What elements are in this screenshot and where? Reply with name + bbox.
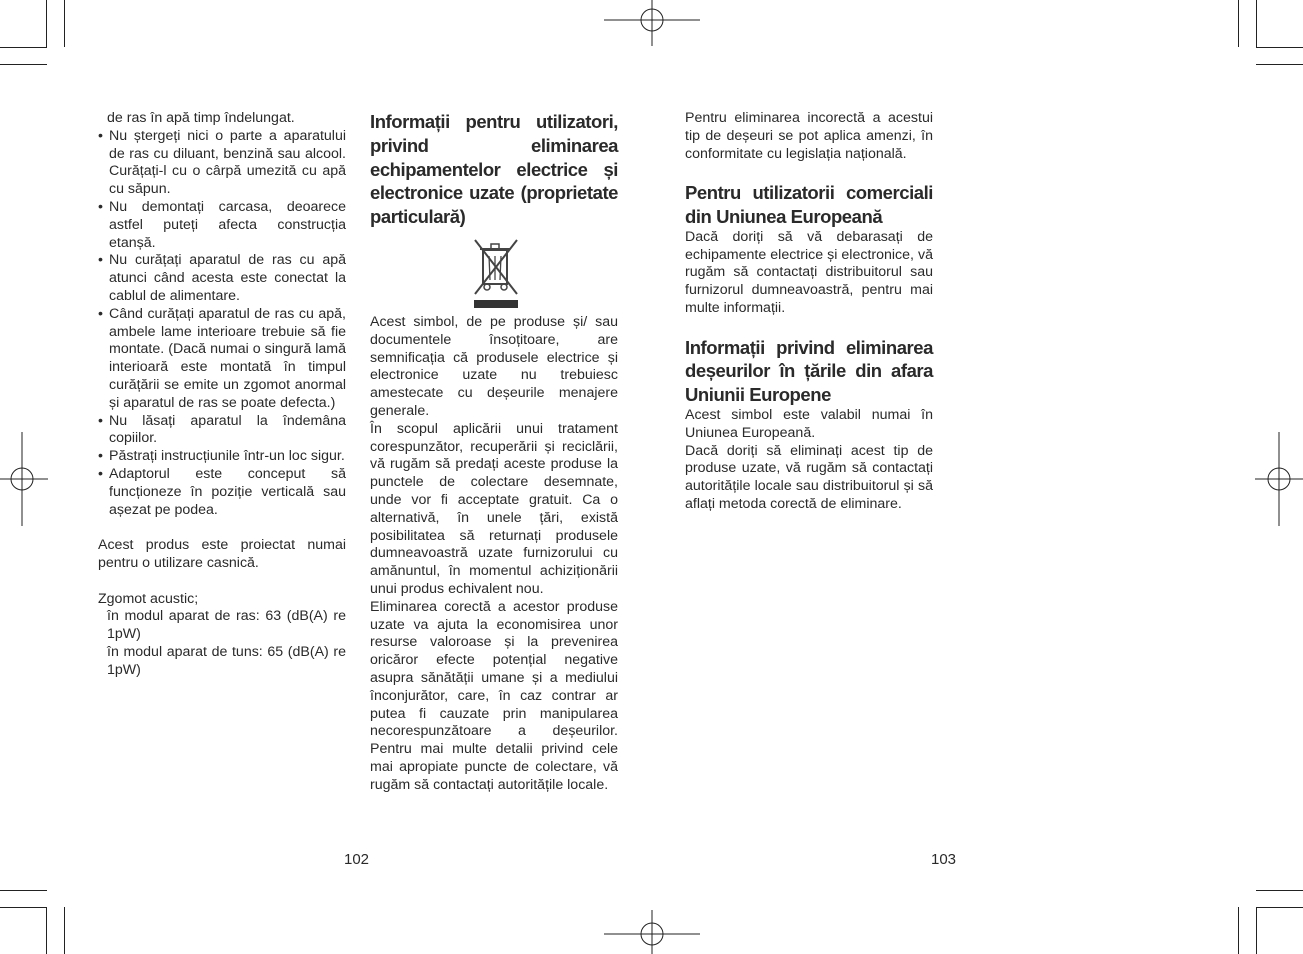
safety-bullet: • Nu lăsați aparatul la îndemâna copiilor.: [98, 413, 346, 449]
middle-column: [370, 110, 618, 229]
crop-mark: [0, 907, 47, 908]
right-column: [685, 110, 933, 514]
household-note: Acest produs este proiectat numai pentru o utilizare casnică.: [98, 537, 346, 571]
crop-mark: [1256, 907, 1303, 908]
non-eu-heading: Informații privind eliminarea deșeurilor în țările din afara Uniunii Europene: [685, 336, 933, 406]
safety-bullet: • Nu curățați aparatul de ras cu apă atunci când acesta este conectat la cablul de alimentare.: [98, 252, 346, 305]
crop-mark: [0, 890, 47, 891]
body-paragraph: În scopul aplicării unui tratament corespunzător, recuperării și reciclării, vă rugăm să predați aceste produse la punctele de colectare desemnate, unde vor fi acceptate gratuit. Ca o alternativă, în unele țări, există posibilitatea să returnați produsele dumneavoastră uzate furnizorului cu amănuntul, în momentul achiziționării unui produs echivalent nou.: [370, 420, 618, 597]
registration-mark-top: [604, 0, 700, 48]
safety-bullet: • Păstrați instrucțiunile într-un loc sigur.: [98, 448, 346, 466]
crop-mark: [0, 47, 47, 48]
crop-mark: [1256, 47, 1303, 48]
safety-bullet: • Când curățați aparatul de ras cu apă, ambele lame interioare trebuie să fie montate. (Dacă numai o singură lamă interioară este montată în timpul curățării se emite un zgomot anormal și aparatul de ras se poate defecta.): [98, 306, 346, 413]
continued-line: de ras în apă timp îndelungat.: [107, 110, 295, 126]
crop-mark: [1256, 0, 1257, 47]
crop-mark: [1256, 64, 1303, 65]
registration-mark-bottom: [604, 908, 700, 954]
page-number-left: 102: [344, 851, 370, 868]
left-column: [98, 110, 346, 680]
crop-mark: [0, 64, 47, 65]
middle-column-body: [370, 314, 618, 795]
registration-mark-left: [0, 432, 48, 526]
safety-bullet: • Nu demontați carcasa, deoarece astfel puteți afecta construcția etanșă.: [98, 199, 346, 252]
page-number-right: 103: [931, 851, 957, 868]
fines-note: Pentru eliminarea incorectă a acestui tip de deșeuri se pot aplica amenzi, în conformitate cu legislația națională.: [685, 110, 933, 162]
crop-mark: [1256, 907, 1257, 954]
commercial-users-text: Dacă doriți să vă debarasați de echipamente electrice și electronice, vă rugăm să contactați distribuitorul sau furnizorul dumneavoastră, pentru mai multe informații.: [685, 228, 933, 316]
non-eu-text: Dacă doriți să eliminați acest tip de produse uzate, vă rugăm să contactați autoritățile locale sau distribuitorul și să aflați metoda corectă de eliminare.: [685, 442, 933, 512]
crop-mark: [1256, 890, 1303, 891]
noise-label: Zgomot acustic;: [98, 590, 199, 607]
body-paragraph: Acest simbol, de pe produse și/ sau documentele însoțitoare, are semnificația că produsele electrice și electronice uzate nu trebuiesc amestecate cu deșeurile menajere generale.: [370, 314, 618, 419]
noise-trimmer-mode: în modul aparat de tuns: 65 (dB(A) re 1pW): [107, 643, 346, 678]
crop-mark: [64, 907, 65, 954]
safety-bullet: • Nu ștergeți nici o parte a aparatului de ras cu diluant, benzină sau alcool. Curățați-l cu o cârpă umezită cu apă cu săpun.: [98, 128, 346, 199]
crop-mark: [64, 0, 65, 47]
crop-mark: [46, 0, 47, 47]
safety-bullet: • Adaptorul este conceput să funcționeze în poziție verticală sau așezat pe podea.: [98, 466, 346, 519]
non-eu-text: Acest simbol este valabil numai în Uniunea Europeană.: [685, 406, 933, 441]
crop-mark: [46, 907, 47, 954]
crop-mark: [1238, 0, 1239, 47]
crossed-out-wheelie-bin-icon: [471, 238, 521, 310]
crop-mark: [1238, 907, 1239, 954]
noise-shaver-mode: în modul aparat de ras: 63 (dB(A) re 1pW): [107, 608, 346, 643]
section-heading-weee: Informații pentru utilizatori, privind eliminarea echipamentelor electrice și electronice uzate (proprietate particulară): [370, 111, 618, 228]
commercial-users-heading: Pentru utilizatorii comerciali din Uniunea Europeană: [685, 182, 933, 227]
body-paragraph: Eliminarea corectă a acestor produse uzate va ajuta la economisirea unor resurse valoroase și la prevenirea oricăror efecte potențial negative asupra sănătății umane și a mediului înconjurător, care, în caz contrar ar putea fi cauzate prin manipularea necorespunzătoare a deșeurilor. Pentru mai multe detalii privind cele mai apropiate puncte de colectare, vă rugăm să contactați autoritățile locale.: [370, 598, 618, 793]
registration-mark-right: [1255, 432, 1303, 526]
